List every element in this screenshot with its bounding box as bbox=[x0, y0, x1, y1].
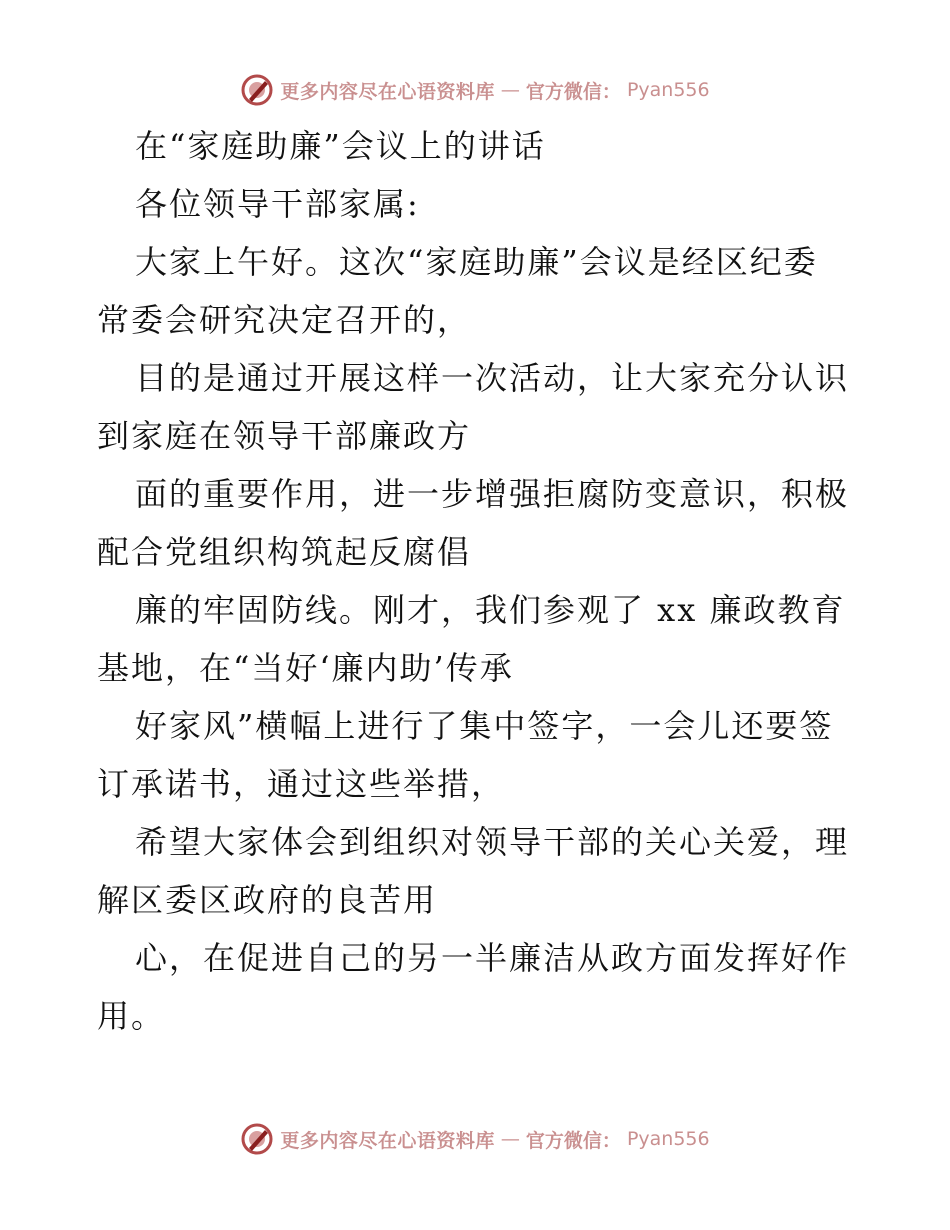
doc-line: 廉的牢固防线。刚才，我们参观了 xx 廉政教育 bbox=[135, 591, 846, 629]
footer-banner-separator: — bbox=[500, 1128, 520, 1150]
pen-circle-logo-icon bbox=[240, 1122, 274, 1156]
header-wechat-id: Pyan556 bbox=[626, 79, 710, 101]
footer-banner-text: 更多内容尽在心语资料库 bbox=[280, 1129, 495, 1152]
header-banner-text: 更多内容尽在心语资料库 bbox=[280, 80, 495, 103]
doc-salutation: 各位领导干部家属: bbox=[135, 185, 420, 223]
header-banner-content[interactable] bbox=[240, 73, 709, 107]
doc-line: 面的重要作用，进一步增强拒腐防变意识，积极 bbox=[135, 475, 850, 513]
doc-line: 解区委区政府的良苦用 bbox=[97, 881, 438, 919]
doc-line: 到家庭在领导干部廉政方 bbox=[97, 417, 472, 455]
doc-line: 常委会研究决定召开的， bbox=[97, 301, 472, 339]
header-wechat-label: 官方微信： bbox=[525, 80, 621, 103]
doc-line: 基地，在“当好‘廉内助’传承 bbox=[97, 649, 514, 687]
doc-title: 在“家庭助廉”会议上的讲话 bbox=[135, 127, 546, 165]
doc-line: 希望大家体会到组织对领导干部的关心关爱，理 bbox=[135, 823, 850, 861]
doc-line: 好家风”横幅上进行了集中签字，一会儿还要签 bbox=[135, 707, 834, 745]
header-banner bbox=[0, 70, 950, 110]
header-banner-separator: — bbox=[500, 79, 520, 101]
footer-wechat-id: Pyan556 bbox=[626, 1128, 710, 1150]
footer-banner bbox=[0, 1119, 950, 1159]
doc-line: 订承诺书，通过这些举措， bbox=[97, 765, 506, 803]
doc-line: 大家上午好。这次“家庭助廉”会议是经区纪委 bbox=[135, 243, 818, 281]
doc-line: 目的是通过开展这样一次活动，让大家充分认识 bbox=[135, 359, 850, 397]
doc-line: 配合党组织构筑起反腐倡 bbox=[97, 533, 472, 571]
footer-banner-content[interactable] bbox=[240, 1122, 709, 1156]
doc-line: 用。 bbox=[97, 997, 166, 1035]
footer-wechat-label: 官方微信： bbox=[525, 1129, 621, 1152]
doc-line: 心，在促进自己的另一半廉洁从政方面发挥好作 bbox=[135, 939, 850, 977]
pen-circle-logo-icon bbox=[240, 73, 274, 107]
